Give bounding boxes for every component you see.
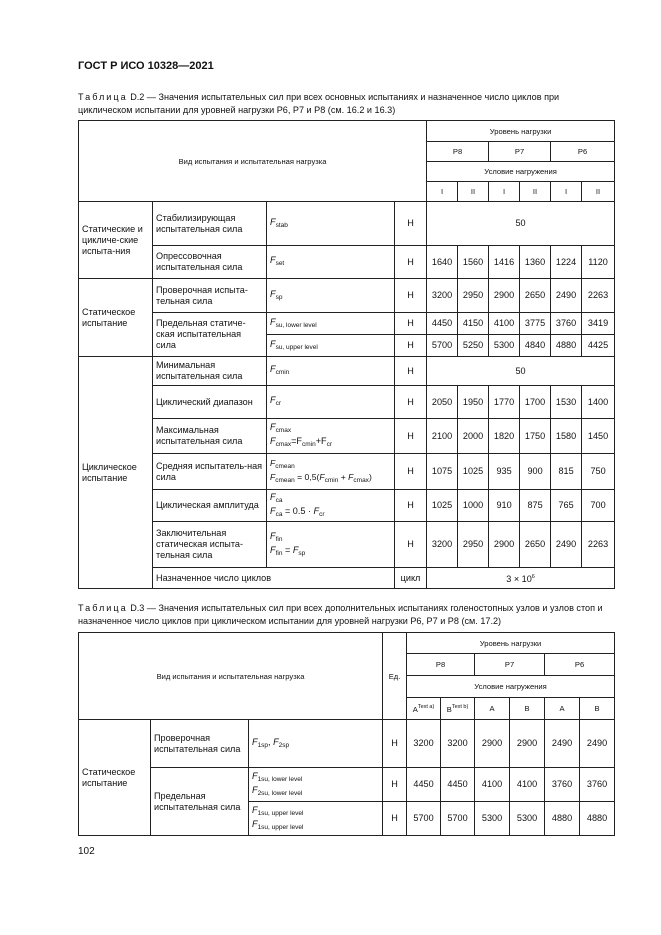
value-cell: 1580 bbox=[551, 419, 582, 454]
value-cell: 2263 bbox=[582, 279, 615, 313]
table-d2 bbox=[78, 120, 615, 589]
value-cell: 750 bbox=[582, 454, 615, 490]
value-cell: 1025 bbox=[458, 454, 489, 490]
value-cell: 2900 bbox=[475, 720, 510, 768]
value-cell: 1075 bbox=[427, 454, 458, 490]
value-cell: 5300 bbox=[510, 802, 545, 836]
value-cell: 1700 bbox=[520, 386, 551, 419]
level-p8: P8 bbox=[427, 142, 489, 162]
level-p7: P7 bbox=[475, 654, 545, 676]
row-name: Циклический диапазон bbox=[153, 386, 267, 419]
row-symbol: $F_{sp}$ bbox=[267, 279, 395, 313]
level-p8: P8 bbox=[407, 654, 475, 676]
level-p6: P6 bbox=[545, 654, 615, 676]
value-cell: 4840 bbox=[520, 335, 551, 357]
row-symbol: $F_{cr}$ bbox=[267, 386, 395, 419]
row-name: Предельная испытательная сила bbox=[151, 768, 249, 836]
condition-cell: I bbox=[489, 182, 520, 202]
value-cell: 3775 bbox=[520, 313, 551, 335]
value-cell: 1400 bbox=[582, 386, 615, 419]
value-cell: 900 bbox=[520, 454, 551, 490]
row-unit: Н bbox=[383, 768, 407, 802]
value-cell: 2000 bbox=[458, 419, 489, 454]
value-cell: 3200 bbox=[427, 279, 458, 313]
value-cell: 2100 bbox=[427, 419, 458, 454]
table-d3-level-header: Уровень нагрузки bbox=[407, 633, 615, 654]
row-unit: Н bbox=[395, 279, 427, 313]
value-cell: 1416 bbox=[489, 246, 520, 279]
value-cell: 2900 bbox=[489, 279, 520, 313]
value-cell: 1750 bbox=[520, 419, 551, 454]
row-unit: Н bbox=[395, 246, 427, 279]
condition-cell: I bbox=[551, 182, 582, 202]
condition-cell: II bbox=[582, 182, 615, 202]
value-cell: 765 bbox=[551, 490, 582, 522]
value-cell: 1530 bbox=[551, 386, 582, 419]
value-cell: 4100 bbox=[510, 768, 545, 802]
row-name: Назначенное число циклов bbox=[153, 568, 395, 589]
value-cell: 3760 bbox=[580, 768, 615, 802]
value-cell: 815 bbox=[551, 454, 582, 490]
value-cell: 1450 bbox=[582, 419, 615, 454]
table-d3-condition-header: Условие нагружения bbox=[407, 676, 615, 698]
group-cyclic: Циклическое испытание bbox=[79, 357, 153, 589]
row-name: Средняя испытатель-ная сила bbox=[153, 454, 267, 490]
value-cell: 5300 bbox=[489, 335, 520, 357]
value-cell: 910 bbox=[489, 490, 520, 522]
value-cell: 2490 bbox=[545, 720, 580, 768]
value-cell: 875 bbox=[520, 490, 551, 522]
value-cell: 2050 bbox=[427, 386, 458, 419]
value-cell: 5700 bbox=[441, 802, 475, 836]
row-symbol: $F_{cmin}$ bbox=[267, 357, 395, 386]
row-unit: Н bbox=[395, 313, 427, 335]
row-symbol: $F_{1sp}$, $F_{2sp}$ bbox=[249, 720, 383, 768]
row-name: Максимальная испытательная сила bbox=[153, 419, 267, 454]
page-number: 102 bbox=[78, 846, 95, 857]
row-name: Циклическая амплитуда bbox=[153, 490, 267, 522]
value-cell: 4100 bbox=[489, 313, 520, 335]
row-unit: Н bbox=[395, 522, 427, 568]
value-cell: 1640 bbox=[427, 246, 458, 279]
row-symbol: $F_{cmax}$ $F_{cmax}=F_{cmin}+F_{cr}$ bbox=[267, 419, 395, 454]
value-cell: 1025 bbox=[427, 490, 458, 522]
value-cell: 2490 bbox=[580, 720, 615, 768]
value-cell: 1560 bbox=[458, 246, 489, 279]
row-unit: Н bbox=[395, 419, 427, 454]
row-name: Проверочная испытательная сила bbox=[151, 720, 249, 768]
value-cell: 935 bbox=[489, 454, 520, 490]
value-cell: 4880 bbox=[545, 802, 580, 836]
row-symbol: $F_{ca}$ $F_{ca} = 0.5 \cdot F_{cr}$ bbox=[267, 490, 395, 522]
value-cell: 2263 bbox=[582, 522, 615, 568]
row-unit: Н bbox=[395, 202, 427, 246]
row-symbol: $F_{fin}$ $F_{fin} = F_{sp}$ bbox=[267, 522, 395, 568]
value-cell: 2900 bbox=[510, 720, 545, 768]
page-header: ГОСТ Р ИСО 10328—2021 bbox=[78, 60, 214, 72]
condition-cell: I bbox=[427, 182, 458, 202]
value-cell: 1770 bbox=[489, 386, 520, 419]
value-cell: 2650 bbox=[520, 279, 551, 313]
row-unit: Н bbox=[395, 357, 427, 386]
value-cell: 3760 bbox=[551, 313, 582, 335]
row-unit: Н bbox=[395, 386, 427, 419]
value-cell: 3760 bbox=[545, 768, 580, 802]
value-cell: 1120 bbox=[582, 246, 615, 279]
row-value: 50 bbox=[427, 357, 615, 386]
condition-cell: $A^{Text a)}$ bbox=[407, 698, 441, 720]
row-unit: Н bbox=[383, 802, 407, 836]
value-cell: 700 bbox=[582, 490, 615, 522]
condition-cell: A bbox=[475, 698, 510, 720]
row-name: Предельная статиче-ская испытательная сила bbox=[153, 313, 267, 357]
row-symbol: $F_{su, lower level}$ bbox=[267, 313, 395, 335]
condition-cell: II bbox=[520, 182, 551, 202]
value-cell: 1000 bbox=[458, 490, 489, 522]
row-unit: цикл bbox=[395, 568, 427, 589]
row-symbol: $F_{su, upper level}$ bbox=[267, 335, 395, 357]
row-symbol: $F_{1su, lower level}$ $F_{2su, lower level}$ bbox=[249, 768, 383, 802]
value-cell: 5700 bbox=[407, 802, 441, 836]
row-unit: Н bbox=[395, 490, 427, 522]
level-p6: P6 bbox=[551, 142, 615, 162]
value-cell: 4150 bbox=[458, 313, 489, 335]
condition-cell: II bbox=[458, 182, 489, 202]
row-unit: Н bbox=[383, 720, 407, 768]
value-cell: 5300 bbox=[475, 802, 510, 836]
row-symbol: $F_{1su, upper level}$ $F_{1su, upper level}$ bbox=[249, 802, 383, 836]
table-d2-condition-header: Условие нагружения bbox=[427, 162, 615, 182]
row-symbol: $F_{cmean}$ $F_{cmean} = 0,5(F_{cmin} + F_{cmax})$ bbox=[267, 454, 395, 490]
table-d2-type-header: Вид испытания и испытательная нагрузка bbox=[79, 121, 427, 202]
value-cell: 3419 bbox=[582, 313, 615, 335]
value-cell: 5250 bbox=[458, 335, 489, 357]
value-cell: 1820 bbox=[489, 419, 520, 454]
condition-cell: B bbox=[580, 698, 615, 720]
value-cell: 4880 bbox=[551, 335, 582, 357]
row-name: Проверочная испыта-тельная сила bbox=[153, 279, 267, 313]
value-cell: 1360 bbox=[520, 246, 551, 279]
value-cell: 5700 bbox=[427, 335, 458, 357]
value-cell: 2650 bbox=[520, 522, 551, 568]
row-symbol: $F_{stab}$ bbox=[267, 202, 395, 246]
row-value: 50 bbox=[427, 202, 615, 246]
value-cell: 3200 bbox=[407, 720, 441, 768]
row-name: Опрессовочная испытательная сила bbox=[153, 246, 267, 279]
row-symbol: $F_{set}$ bbox=[267, 246, 395, 279]
row-name: Заключительная статическая испыта-тельная сила bbox=[153, 522, 267, 568]
condition-cell: B bbox=[510, 698, 545, 720]
value-cell: 1224 bbox=[551, 246, 582, 279]
table-d3-unit-header: Ед. bbox=[383, 633, 407, 720]
group-static: Статическое испытание bbox=[79, 279, 153, 357]
value-cell: 2900 bbox=[489, 522, 520, 568]
condition-cell: $B^{Text b)}$ bbox=[441, 698, 475, 720]
group-static-cyclic: Статические и цикличе-ские испыта-ния bbox=[79, 202, 153, 279]
value-cell: 4880 bbox=[580, 802, 615, 836]
row-name: Минимальная испытательная сила bbox=[153, 357, 267, 386]
table-d3 bbox=[78, 632, 615, 836]
value-cell: 3200 bbox=[427, 522, 458, 568]
value-cell: 2950 bbox=[458, 279, 489, 313]
table-d2-caption: Таблица D.2 — Значения испытательных сил при всех основных испытаниях и назначенное число циклов при циклическом испытании для уровней нагрузки P6, P7 и P8 (см. 16.2 и 16.3) bbox=[78, 92, 560, 115]
value-cell: 4100 bbox=[475, 768, 510, 802]
row-name: Стабилизирующая испытательная сила bbox=[153, 202, 267, 246]
value-cell: 2490 bbox=[551, 279, 582, 313]
level-p7: P7 bbox=[489, 142, 551, 162]
cycle-count: $3 \times 10^6$ bbox=[427, 568, 615, 589]
value-cell: 3200 bbox=[441, 720, 475, 768]
table-d2-level-header: Уровень нагрузки bbox=[427, 121, 615, 142]
row-unit: Н bbox=[395, 454, 427, 490]
value-cell: 4450 bbox=[407, 768, 441, 802]
table-d3-caption: Таблица D.3 — Значения испытательных сил при всех дополнительных испытаниях голеностопных узлов и узлов стоп и назначенное число циклов при циклическом испытании для уровней нагрузки P6, P7 и P8 (см. 17.2) bbox=[78, 603, 603, 626]
value-cell: 2950 bbox=[458, 522, 489, 568]
condition-cell: A bbox=[545, 698, 580, 720]
value-cell: 1950 bbox=[458, 386, 489, 419]
value-cell: 2490 bbox=[551, 522, 582, 568]
value-cell: 4450 bbox=[441, 768, 475, 802]
value-cell: 4425 bbox=[582, 335, 615, 357]
group-static: Статическое испытание bbox=[79, 720, 151, 836]
row-unit: Н bbox=[395, 335, 427, 357]
value-cell: 4450 bbox=[427, 313, 458, 335]
table-d3-type-header: Вид испытания и испытательная нагрузка bbox=[79, 633, 383, 720]
